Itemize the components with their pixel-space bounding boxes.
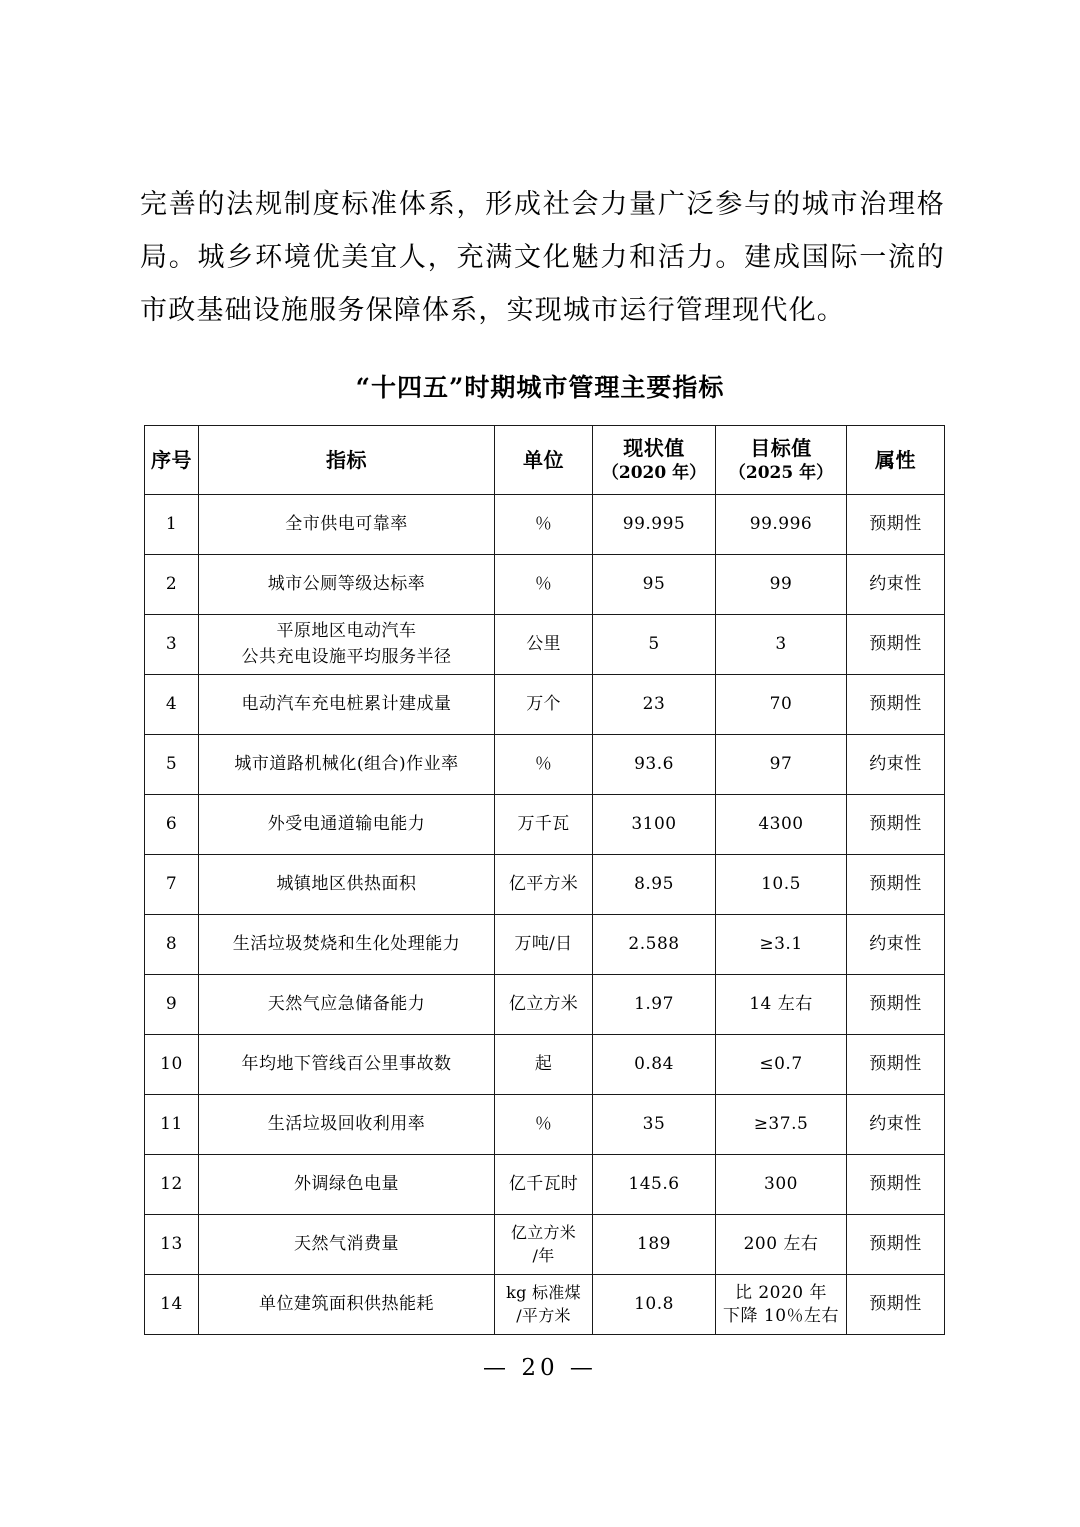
cell-no: 4 (145, 675, 199, 735)
cell-target: 99.996 (716, 495, 847, 555)
cell-indicator: 平原地区电动汽车 公共充电设施平均服务半径 (199, 615, 495, 675)
cell-no: 5 (145, 735, 199, 795)
cell-attribute: 预期性 (847, 1155, 945, 1215)
table-row (145, 615, 945, 675)
cell-no: 8 (145, 915, 199, 975)
page-number: — 20 — (483, 1355, 597, 1381)
cell-target: ≤0.7 (716, 1035, 847, 1095)
cell-no: 1 (145, 495, 199, 555)
cell-no: 12 (145, 1155, 199, 1215)
table-row (145, 975, 945, 1035)
cell-current: 0.84 (593, 1035, 716, 1095)
cell-target: 70 (716, 675, 847, 735)
table-row (145, 1155, 945, 1215)
table-title: “十四五”时期城市管理主要指标 (355, 373, 725, 402)
table-row (145, 1035, 945, 1095)
cell-target: 4300 (716, 795, 847, 855)
cell-attribute: 预期性 (847, 1035, 945, 1095)
cell-target: 99 (716, 555, 847, 615)
cell-unit: ％ (495, 1095, 593, 1155)
cell-attribute: 预期性 (847, 1215, 945, 1275)
cell-current: 1.97 (593, 975, 716, 1035)
cell-attribute: 约束性 (847, 915, 945, 975)
table-row (145, 855, 945, 915)
cell-unit: 亿立方米 /年 (495, 1215, 593, 1275)
main-indicators-table (144, 425, 945, 1335)
cell-indicator: 城市道路机械化(组合)作业率 (199, 735, 495, 795)
cell-target: 比 2020 年 下降 10％左右 (716, 1275, 847, 1335)
table-row (145, 1215, 945, 1275)
table-row (145, 915, 945, 975)
cell-unit: 万千瓦 (495, 795, 593, 855)
cell-unit: 亿千瓦时 (495, 1155, 593, 1215)
cell-indicator: 单位建筑面积供热能耗 (199, 1275, 495, 1335)
header-indicator: 指标 (199, 426, 495, 495)
header-attribute: 属性 (847, 426, 945, 495)
cell-attribute: 预期性 (847, 795, 945, 855)
cell-unit: ％ (495, 735, 593, 795)
cell-current: 189 (593, 1215, 716, 1275)
cell-unit: 万吨/日 (495, 915, 593, 975)
cell-indicator: 城镇地区供热面积 (199, 855, 495, 915)
cell-indicator: 生活垃圾回收利用率 (199, 1095, 495, 1155)
cell-current: 2.588 (593, 915, 716, 975)
cell-current: 5 (593, 615, 716, 675)
cell-target: ≥3.1 (716, 915, 847, 975)
cell-current: 93.6 (593, 735, 716, 795)
cell-target: ≥37.5 (716, 1095, 847, 1155)
table-row (145, 1275, 945, 1335)
table-header-row (145, 426, 945, 495)
cell-attribute: 约束性 (847, 735, 945, 795)
cell-unit: 起 (495, 1035, 593, 1095)
cell-no: 3 (145, 615, 199, 675)
table-row (145, 675, 945, 735)
header-current-main: 现状值 (623, 436, 685, 461)
paragraph: 完善的法规制度标准体系，形成社会力量广泛参与的城市治理格局。城乡环境优美宜人，充满文化魅力和活力。建成国际一流的市政基础设施服务保障体系，实现城市运行管理现代化。 (140, 189, 945, 326)
cell-unit: 万个 (495, 675, 593, 735)
cell-attribute: 约束性 (847, 1095, 945, 1155)
cell-indicator: 电动汽车充电桩累计建成量 (199, 675, 495, 735)
cell-unit: 公里 (495, 615, 593, 675)
cell-target: 97 (716, 735, 847, 795)
cell-no: 7 (145, 855, 199, 915)
header-current-sub: （2020 年） (601, 463, 707, 484)
cell-current: 3100 (593, 795, 716, 855)
table-row (145, 1095, 945, 1155)
cell-no: 13 (145, 1215, 199, 1275)
table-body (145, 495, 945, 1335)
cell-no: 14 (145, 1275, 199, 1335)
cell-current: 35 (593, 1095, 716, 1155)
cell-no: 6 (145, 795, 199, 855)
cell-current: 145.6 (593, 1155, 716, 1215)
cell-indicator: 城市公厕等级达标率 (199, 555, 495, 615)
cell-target: 200 左右 (716, 1215, 847, 1275)
cell-attribute: 预期性 (847, 675, 945, 735)
cell-indicator: 外调绿色电量 (199, 1155, 495, 1215)
cell-indicator: 天然气应急储备能力 (199, 975, 495, 1035)
cell-target: 14 左右 (716, 975, 847, 1035)
cell-unit: 亿平方米 (495, 855, 593, 915)
cell-indicator: 天然气消费量 (199, 1215, 495, 1275)
cell-attribute: 预期性 (847, 495, 945, 555)
cell-unit: ％ (495, 555, 593, 615)
table-row (145, 795, 945, 855)
header-target-sub: （2025 年） (728, 463, 834, 484)
header-unit: 单位 (495, 426, 593, 495)
table-row (145, 495, 945, 555)
cell-current: 23 (593, 675, 716, 735)
cell-current: 8.95 (593, 855, 716, 915)
cell-attribute: 约束性 (847, 555, 945, 615)
cell-unit: kg 标准煤 /平方米 (495, 1275, 593, 1335)
cell-current: 10.8 (593, 1275, 716, 1335)
cell-indicator: 生活垃圾焚烧和生化处理能力 (199, 915, 495, 975)
cell-no: 11 (145, 1095, 199, 1155)
cell-unit: ％ (495, 495, 593, 555)
cell-target: 3 (716, 615, 847, 675)
header-current (593, 426, 716, 495)
header-no: 序号 (145, 426, 199, 495)
cell-current: 99.995 (593, 495, 716, 555)
cell-no: 9 (145, 975, 199, 1035)
cell-attribute: 预期性 (847, 1275, 945, 1335)
body-paragraphs (140, 178, 945, 346)
cell-attribute: 预期性 (847, 855, 945, 915)
cell-indicator: 外受电通道输电能力 (199, 795, 495, 855)
table-row (145, 555, 945, 615)
cell-no: 10 (145, 1035, 199, 1095)
cell-attribute: 预期性 (847, 975, 945, 1035)
header-target (716, 426, 847, 495)
table-row (145, 735, 945, 795)
cell-indicator: 年均地下管线百公里事故数 (199, 1035, 495, 1095)
cell-target: 300 (716, 1155, 847, 1215)
cell-unit: 亿立方米 (495, 975, 593, 1035)
cell-no: 2 (145, 555, 199, 615)
cell-current: 95 (593, 555, 716, 615)
cell-indicator: 全市供电可靠率 (199, 495, 495, 555)
header-target-main: 目标值 (750, 436, 812, 461)
cell-target: 10.5 (716, 855, 847, 915)
cell-attribute: 预期性 (847, 615, 945, 675)
